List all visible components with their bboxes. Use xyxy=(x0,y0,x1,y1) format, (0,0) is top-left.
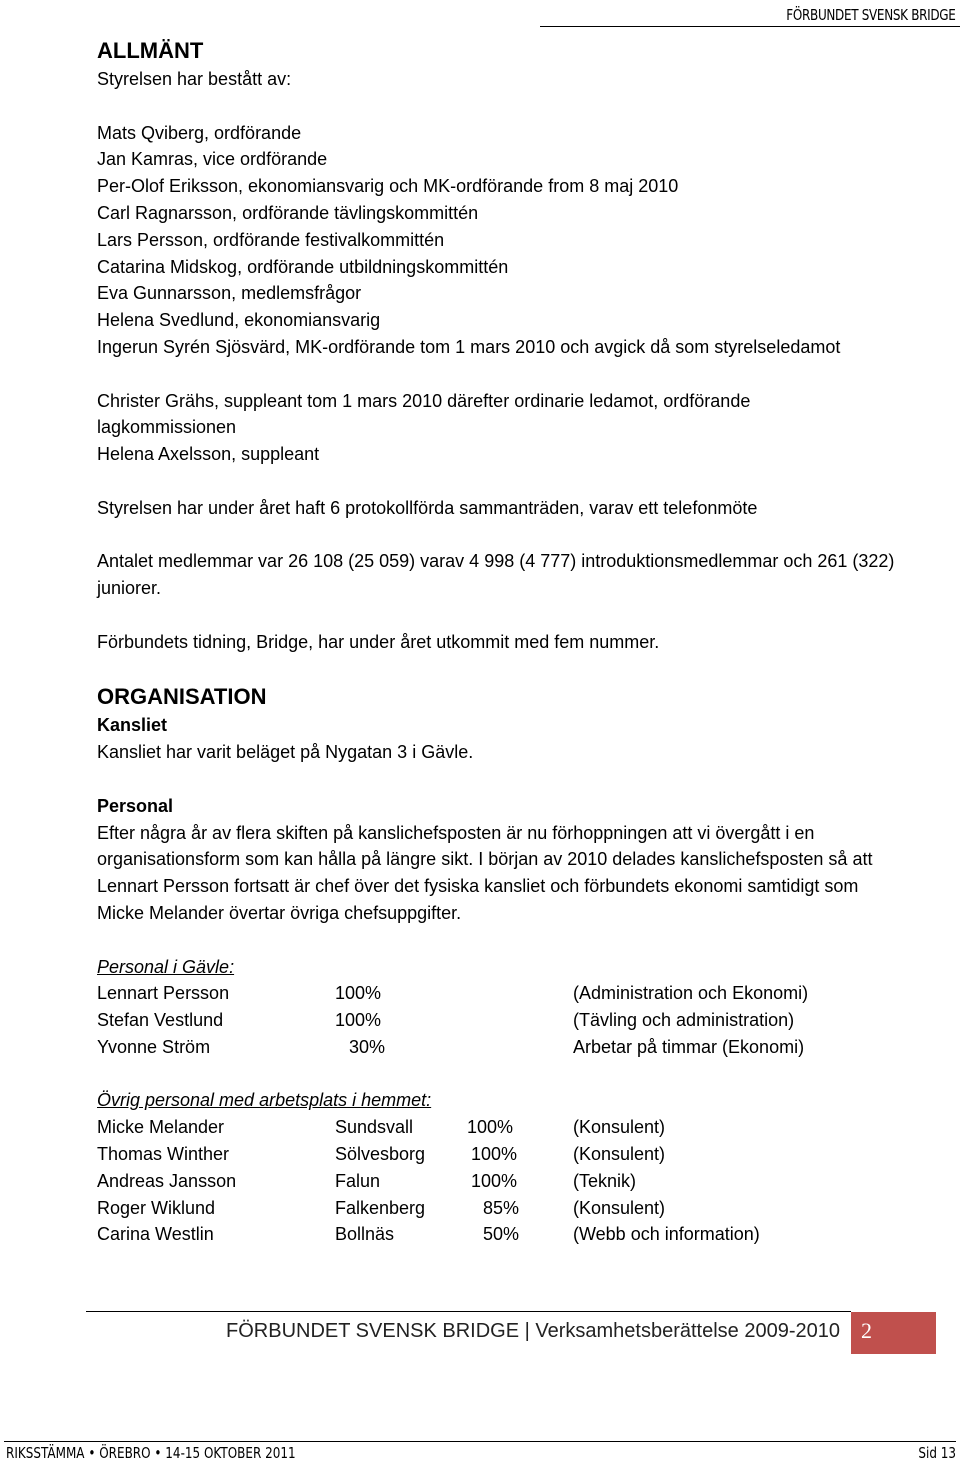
staff-role: (Konsulent) xyxy=(573,1197,666,1218)
staff-role: (Webb och information) xyxy=(573,1224,760,1245)
event-info: RIKSSTÄMMA • ÖREBRO • 14-15 OKTOBER 2011 xyxy=(6,1444,296,1462)
board-member: Jan Kamras, vice ordförande xyxy=(97,149,328,170)
staff-city: Falkenberg xyxy=(335,1197,426,1218)
page-label: Sid 13 xyxy=(918,1444,956,1462)
staff-role: (Teknik) xyxy=(573,1170,637,1191)
table-row xyxy=(97,980,937,1007)
magazine-text: Förbundets tidning, Bridge, har under året utkommit med fem nummer. xyxy=(97,631,660,652)
staff-city: Sölvesborg xyxy=(335,1144,426,1165)
staff-city: Sundsvall xyxy=(335,1117,414,1138)
staff-name: Micke Melander xyxy=(97,1117,225,1138)
subheading-kansliet: Kansliet xyxy=(97,715,168,736)
deputy-member: Helena Axelsson, suppleant xyxy=(97,444,320,465)
table-row xyxy=(97,1168,937,1195)
staff-percentage: 100% xyxy=(335,1010,382,1031)
staff-percentage: 100% xyxy=(471,1170,518,1191)
staff-role: (Konsulent) xyxy=(573,1144,666,1165)
home-staff-heading: Övrig personal med arbetsplats i hemmet: xyxy=(97,1090,432,1111)
deputy-list xyxy=(97,388,937,468)
staff-name: Andreas Jansson xyxy=(97,1170,237,1191)
board-member: Helena Svedlund, ekonomiansvarig xyxy=(97,310,381,331)
staff-role: (Administration och Ekonomi) xyxy=(573,983,809,1004)
board-member: Per-Olof Eriksson, ekonomiansvarig och MK-ordförande from 8 maj 2010 xyxy=(97,176,679,197)
table-row xyxy=(97,1034,937,1061)
staff-name: Lennart Persson xyxy=(97,983,230,1004)
staff-city: Bollnäs xyxy=(335,1224,395,1245)
staff-percentage: 100% xyxy=(471,1144,518,1165)
board-list xyxy=(97,120,937,361)
deputy-member: Christer Grähs, suppleant tom 1 mars 2010 därefter ordinarie ledamot, ordförande lagkommissionen xyxy=(97,390,751,438)
board-member: Mats Qviberg, ordförande xyxy=(97,122,302,143)
running-header: FÖRBUNDET SVENSK BRIDGE xyxy=(786,6,956,24)
footer-rule xyxy=(86,1311,851,1312)
kansliet-text: Kansliet har varit beläget på Nygatan 3 i Gävle. xyxy=(97,742,474,763)
staff-role: Arbetar på timmar (Ekonomi) xyxy=(573,1036,805,1057)
staff-percentage: 100% xyxy=(467,1117,514,1138)
footer-title: FÖRBUNDET SVENSK BRIDGE | Verksamhetsberättelse 2009-2010 xyxy=(226,1320,840,1342)
gavle-staff-heading: Personal i Gävle: xyxy=(97,956,235,977)
staff-percentage: 50% xyxy=(483,1224,520,1245)
table-row xyxy=(97,1007,937,1034)
staff-name: Thomas Winther xyxy=(97,1144,230,1165)
members-text: Antalet medlemmar var 26 108 (25 059) varav 4 998 (4 777) introduktionsmedlemmar och 261 (322) juniorer. xyxy=(97,551,895,599)
staff-name: Carina Westlin xyxy=(97,1224,214,1245)
page-number-badge: 2 xyxy=(851,1312,936,1354)
subheading-personal: Personal xyxy=(97,795,174,816)
page-content xyxy=(97,36,937,1248)
board-member: Ingerun Syrén Sjösvärd, MK-ordförande tom 1 mars 2010 och avgick då som styrelseledamot xyxy=(97,336,841,357)
table-row xyxy=(97,1195,937,1222)
board-member: Eva Gunnarsson, medlemsfrågor xyxy=(97,283,362,304)
board-intro: Styrelsen har bestått av: xyxy=(97,69,292,89)
staff-role: (Konsulent) xyxy=(573,1117,666,1138)
staff-percentage: 85% xyxy=(483,1197,520,1218)
staff-city: Falun xyxy=(335,1170,381,1191)
gavle-staff-table xyxy=(97,980,937,1060)
board-member: Lars Persson, ordförande festivalkommittén xyxy=(97,229,445,250)
staff-name: Yvonne Ström xyxy=(97,1036,211,1057)
staff-role: (Tävling och administration) xyxy=(573,1010,795,1031)
meetings-text: Styrelsen har under året haft 6 protokollförda sammanträden, varav ett telefonmöte xyxy=(97,497,758,518)
board-member: Catarina Midskog, ordförande utbildningskommittén xyxy=(97,256,509,277)
staff-percentage: 30% xyxy=(349,1036,386,1057)
home-staff-table xyxy=(97,1114,937,1248)
board-member: Carl Ragnarsson, ordförande tävlingskommittén xyxy=(97,202,479,223)
bottom-rule xyxy=(4,1441,956,1442)
table-row xyxy=(97,1221,937,1248)
staff-percentage: 100% xyxy=(335,983,382,1004)
table-row xyxy=(97,1114,937,1141)
table-row xyxy=(97,1141,937,1168)
personal-text: Efter några år av flera skiften på kanslichefsposten är nu förhoppningen att vi övergått i en organisationsform som kan hålla på längre sikt. I början av 2010 delades kanslichefsposten så att Lennart Persson fortsatt är chef över det fysiska kansliet och förbundets ekonomi samtidigt som Micke Melander övertar övriga chefsuppgifter. xyxy=(97,822,873,923)
section-heading-organisation: ORGANISATION xyxy=(97,684,267,710)
section-heading-allmant: ALLMÄNT xyxy=(97,38,204,63)
header-rule xyxy=(540,26,960,27)
staff-name: Stefan Vestlund xyxy=(97,1010,224,1031)
staff-name: Roger Wiklund xyxy=(97,1197,216,1218)
